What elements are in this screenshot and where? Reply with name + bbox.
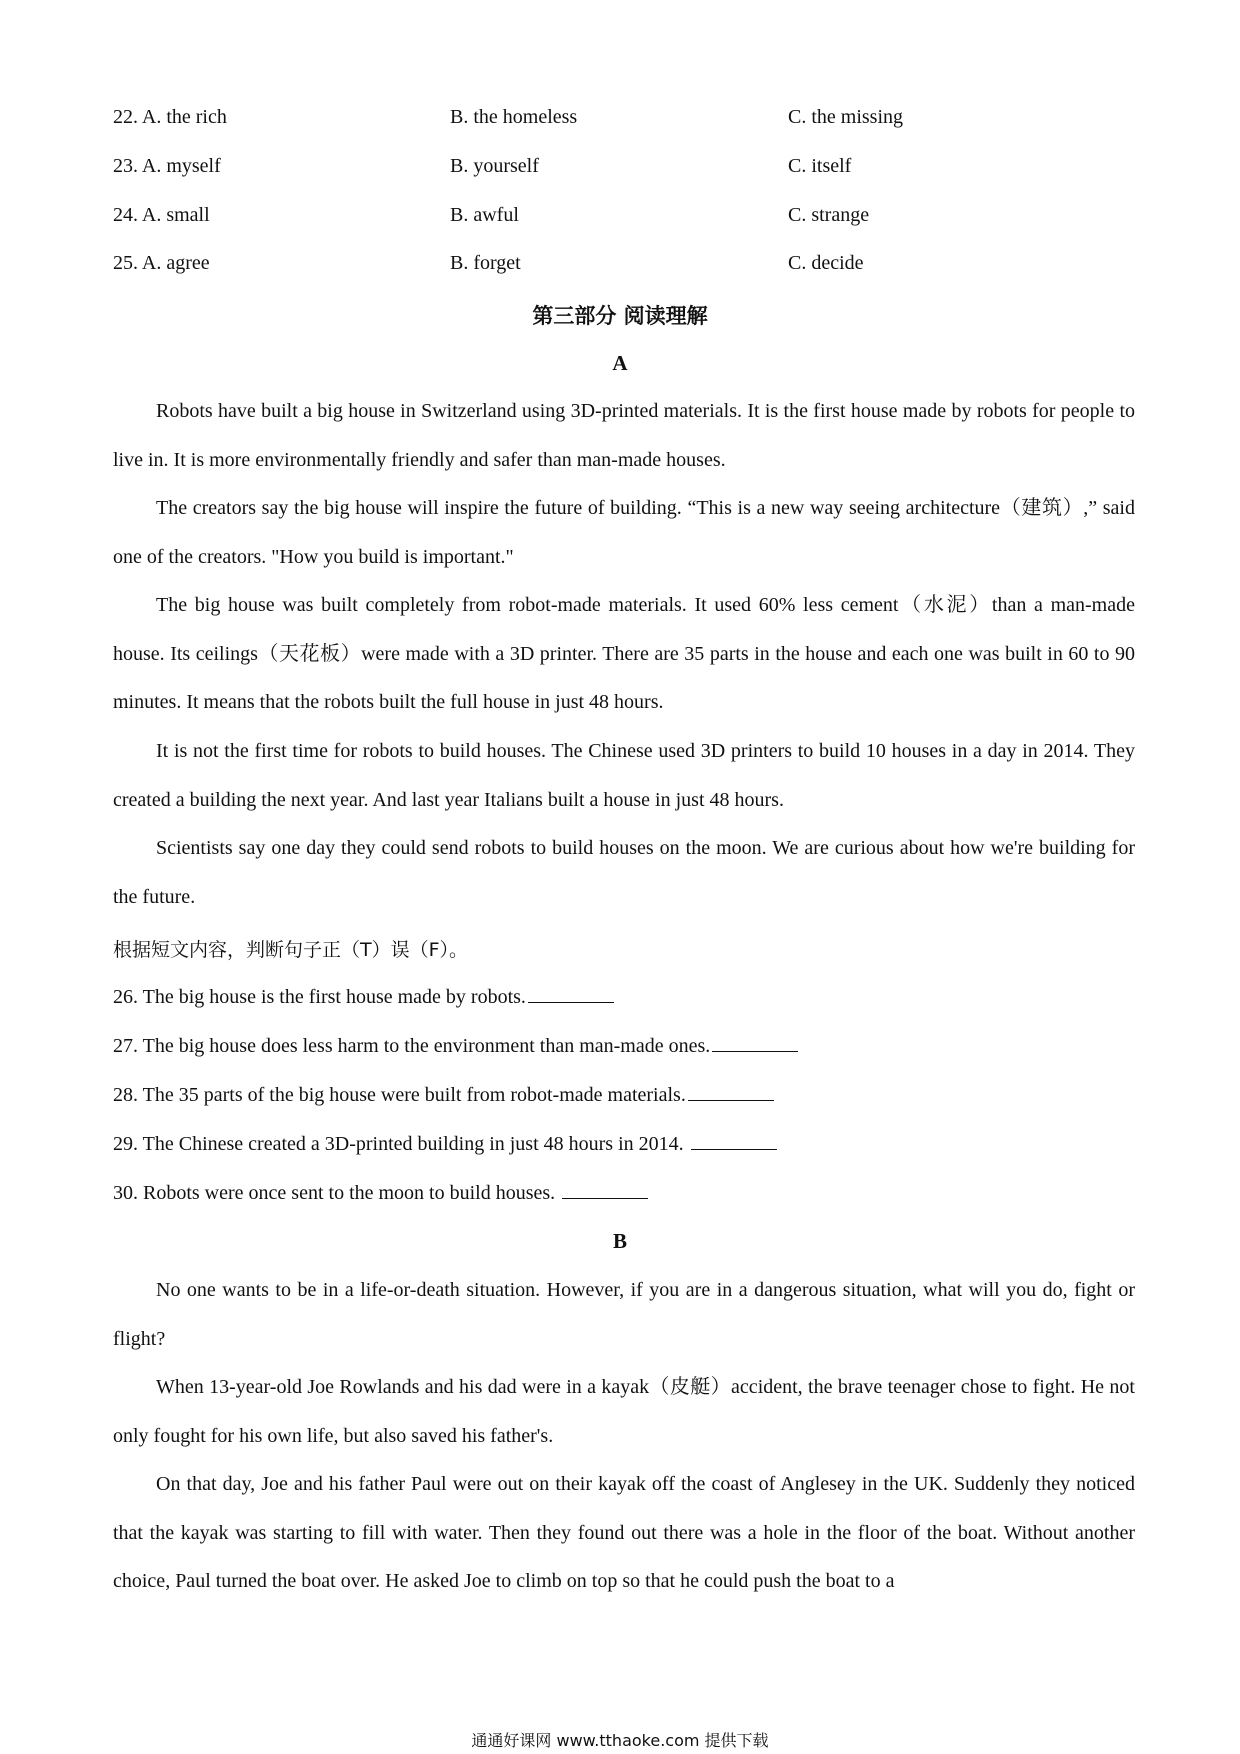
option-row-24 <box>0 204 1240 234</box>
option-23-a: 23. A. myself <box>113 155 221 177</box>
passage-a-label: A <box>612 351 628 375</box>
question-30-text: 30. Robots were once sent to the moon to build houses. <box>113 1182 556 1204</box>
option-23-b: B. yourself <box>450 155 539 177</box>
option-24-b: B. awful <box>450 204 519 226</box>
answer-blank-26[interactable] <box>528 984 614 1003</box>
tf-instruction: 根据短文内容，判断句子正（T）误（F）。 <box>113 939 469 961</box>
question-28 <box>113 1082 774 1107</box>
passage-a-paragraph-2: The creators say the big house will inspire the future of building. “This is a new way seeing architecture（建筑）,” said one of the creators. "How you build is important." <box>113 497 1135 568</box>
passage-a-paragraph-5: Scientists say one day they could send robots to build houses on the moon. We are curious about how we're building for the future. <box>113 837 1135 908</box>
answer-blank-30[interactable] <box>562 1180 648 1199</box>
option-23-c: C. itself <box>788 155 852 177</box>
option-25-c: C. decide <box>788 252 864 274</box>
passage-a-paragraph-4: It is not the first time for robots to build houses. The Chinese used 3D printers to build 10 houses in a day in 2014. They created a building the next year. And last year Italians built a house in just 48 hours. <box>113 740 1135 811</box>
answer-blank-29[interactable] <box>691 1131 777 1150</box>
option-24-c: C. strange <box>788 204 870 226</box>
question-27-text: 27. The big house does less harm to the environment than man-made ones. <box>113 1035 711 1057</box>
question-30 <box>113 1180 648 1205</box>
question-26-text: 26. The big house is the first house made by robots. <box>113 986 526 1008</box>
option-25-b: B. forget <box>450 252 521 274</box>
answer-blank-27[interactable] <box>712 1033 798 1052</box>
passage-b-paragraph-1: No one wants to be in a life-or-death situation. However, if you are in a dangerous situation, what will you do, fight or flight? <box>113 1279 1135 1350</box>
question-27 <box>113 1033 798 1058</box>
option-24-a: 24. A. small <box>113 204 210 226</box>
option-22-b: B. the homeless <box>450 106 578 128</box>
passage-b-label: B <box>612 1229 627 1253</box>
question-28-text: 28. The 35 parts of the big house were built from robot-made materials. <box>113 1084 686 1106</box>
page-footer: 通通好课网 www.tthaoke.com 提供下载 <box>471 1731 769 1750</box>
passage-a-paragraph-3: The big house was built completely from robot-made materials. It used 60% less cement（水泥）than a man-made house. Its ceilings（天花板）were made with a 3D printer. There are 35 parts in the house and each one was built in 60 to 90 minutes. It means that the robots built the full house in just 48 hours. <box>113 594 1135 713</box>
question-29 <box>113 1131 777 1156</box>
option-22-c: C. the missing <box>788 106 904 128</box>
option-25-a: 25. A. agree <box>113 252 210 274</box>
option-row-25 <box>0 252 1240 282</box>
answer-blank-28[interactable] <box>688 1082 774 1101</box>
question-29-text: 29. The Chinese created a 3D-printed building in just 48 hours in 2014. <box>113 1133 684 1155</box>
part-title: 第三部分 阅读理解 <box>532 304 708 328</box>
passage-a-paragraph-1: Robots have built a big house in Switzerland using 3D-printed materials. It is the first house made by robots for people to live in. It is more environmentally friendly and safer than man-made houses. <box>113 400 1135 471</box>
passage-b-paragraph-2: When 13-year-old Joe Rowlands and his dad were in a kayak（皮艇）accident, the brave teenager chose to fight. He not only fought for his own life, but also saved his father's. <box>113 1376 1135 1447</box>
option-row-22 <box>0 106 1240 136</box>
passage-b-paragraph-3: On that day, Joe and his father Paul were out on their kayak off the coast of Anglesey in the UK. Suddenly they noticed that the kayak was starting to fill with water. Then they found out there was a hole in the floor of the boat. Without another choice, Paul turned the boat over. He asked Joe to climb on top so that he could push the boat to a <box>113 1473 1135 1592</box>
option-22-a: 22. A. the rich <box>113 106 227 128</box>
option-row-23 <box>0 155 1240 185</box>
question-26 <box>113 984 614 1009</box>
